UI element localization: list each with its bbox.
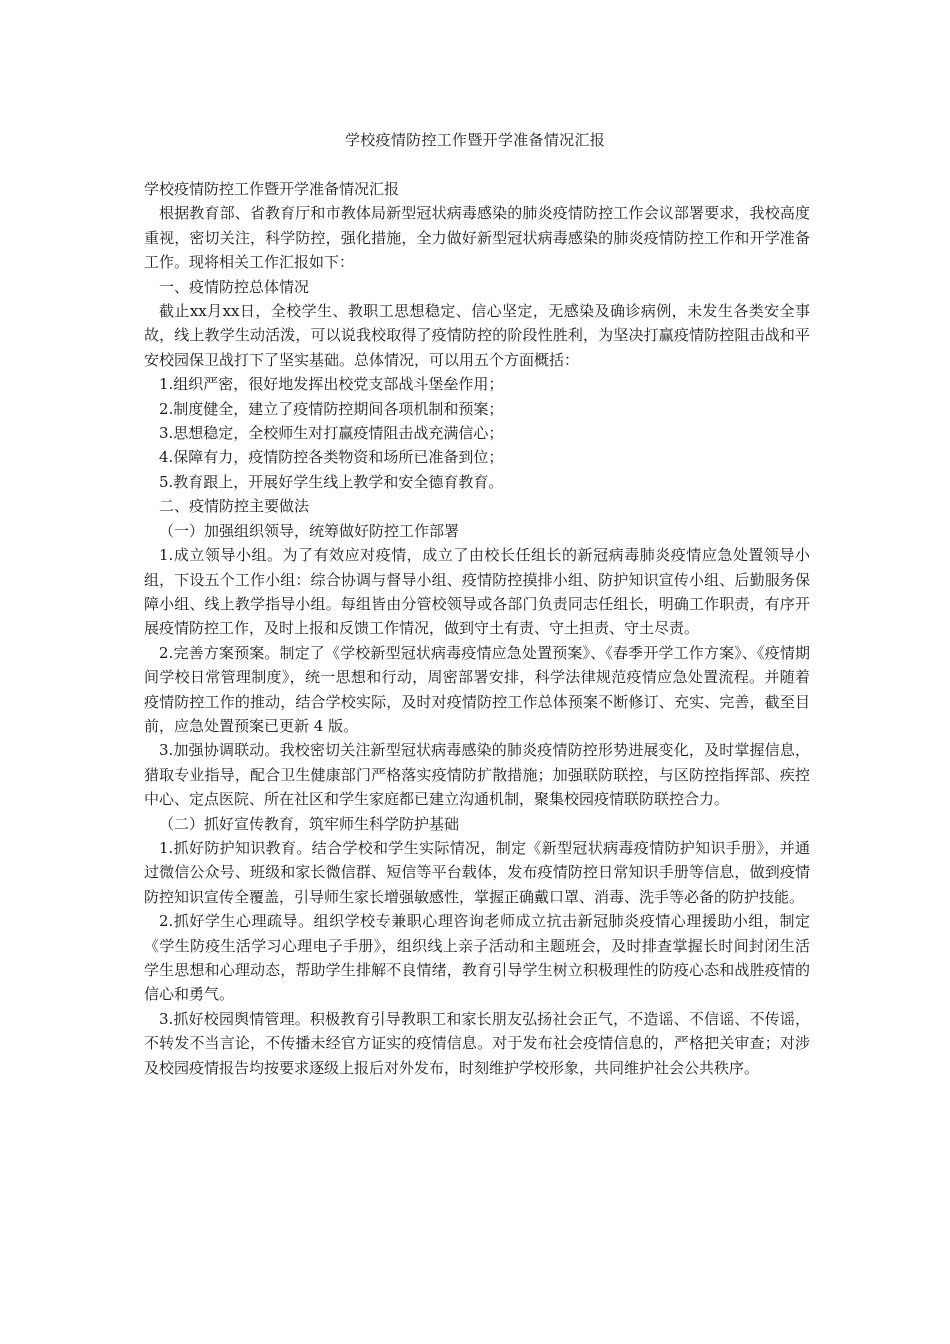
measure-paragraph: 1.抓好防护知识教育。结合学校和学生实际情况，制定《新型冠状病毒疫情防护知识手册》，并通过微信公众号、班级和家长微信群、短信等平台载体，发布疫情防控日常知识手册等信息，做到疫情防控知识宣传全覆盖，引导师生家长增强敏感性，掌握正确戴口罩、消毒、洗手等必备的防护技能。 (144, 838, 810, 906)
overview-paragraph: 截止xx月xx日，全校学生、教职工思想稳定、信心坚定，无感染及确诊病例，未发生各类安全事故，线上教学生动活泼，可以说我校取得了疫情防控的阶段性胜利，为坚决打赢疫情防控阻击战和平安校园保卫战打下了坚实基础。总体情况，可以用五个方面概括： (144, 302, 810, 369)
document-title: 学校疫情防控工作暨开学准备情况汇报 (344, 131, 606, 149)
measure-paragraph: 2.完善方案预案。制定了《学校新型冠状病毒疫情应急处置预案》、《春季开学工作方案》、《疫情期间学校日常管理制度》，统一思想和行动，周密部署安排，科学法律规范疫情应急处置流程。并随着疫情防控工作的推动，结合学校实际，及时对疫情防控工作总体预案不断修订、充实、完善，截至目前，应急处置预案已更新 4 版。 (144, 643, 810, 735)
summary-item-3: 3.思想稳定，全校师生对打赢疫情阻击战充满信心； (159, 424, 504, 443)
measure-paragraph: 3.抓好校园舆情管理。积极教育引导教职工和家长朋友弘扬社会正气，不造谣、不信谣、不传谣，不转发不当言论，不传播未经官方证实的疫情信息。对于发布社会疫情信息的，严格把关审查；对涉及校园疫情报告均按要求逐级上报后对外发布，时刻维护学校形象，共同维护社会公共秩序。 (144, 1009, 810, 1077)
subsection-heading-2: （二）抓好宣传教育，筑牢师生科学防护基础 (159, 814, 460, 833)
subsection-heading-1: （一）加强组织领导，统筹做好防控工作部署 (159, 521, 460, 540)
section-heading-1: 一、疫情防控总体情况 (159, 277, 310, 296)
section-heading-2: 二、疫情防控主要做法 (159, 497, 310, 516)
measure-paragraph: 3.加强协调联动。我校密切关注新型冠状病毒感染的肺炎疫情防控形势进展变化，及时掌握信息，猎取专业指导，配合卫生健康部门严格落实疫情防扩散措施；加强联防联控，与区防控指挥部、疾控中心、定点医院、所在社区和学生家庭都已建立沟通机制，聚集校园疫情联防联控合力。 (144, 741, 810, 809)
measure-paragraph: 1.成立领导小组。为了有效应对疫情，成立了由校长任组长的新冠病毒肺炎疫情应急处置领导小组，下设五个工作小组：综合协调与督导小组、疫情防控摸排小组、防护知识宣传小组、后勤服务保障小组、线上教学指导小组。每组皆由分管校领导或各部门负责同志任组长，明确工作职责，有序开展疫情防控工作，及时上报和反馈工作情况，做到守土有责、守土担责、守土尽责。 (144, 546, 810, 638)
measure-paragraph: 2.抓好学生心理疏导。组织学校专兼职心理咨询老师成立抗击新冠肺炎疫情心理援助小组，制定《学生防疫生活学习心理电子手册》，组织线上亲子活动和主题班会，及时排查掌握长时间封闭生活学生思想和心理动态，帮助学生排解不良情绪，教育引导学生树立积极理性的防疫心态和战胜疫情的信心和勇气。 (144, 912, 810, 1004)
summary-item-5: 5.教育跟上，开展好学生线上教学和安全德育教育。 (159, 472, 504, 491)
summary-item-2: 2.制度健全，建立了疫情防控期间各项机制和预案； (159, 399, 504, 418)
summary-item-4: 4.保障有力，疫情防控各类物资和场所已准备到位； (159, 448, 504, 467)
summary-item-1: 1.组织严密，很好地发挥出校党支部战斗堡垒作用； (159, 375, 504, 394)
document-body (144, 177, 810, 1080)
intro-paragraph: 根据教育部、省教育厅和市教体局新型冠状病毒感染的肺炎疫情防控工作会议部署要求，我校高度重视，密切关注，科学防控，强化措施，全力做好新型冠状病毒感染的肺炎疫情防控工作和开学准备工作。现将相关工作汇报如下： (144, 204, 810, 272)
body-heading: 学校疫情防控工作暨开学准备情况汇报 (144, 180, 400, 198)
